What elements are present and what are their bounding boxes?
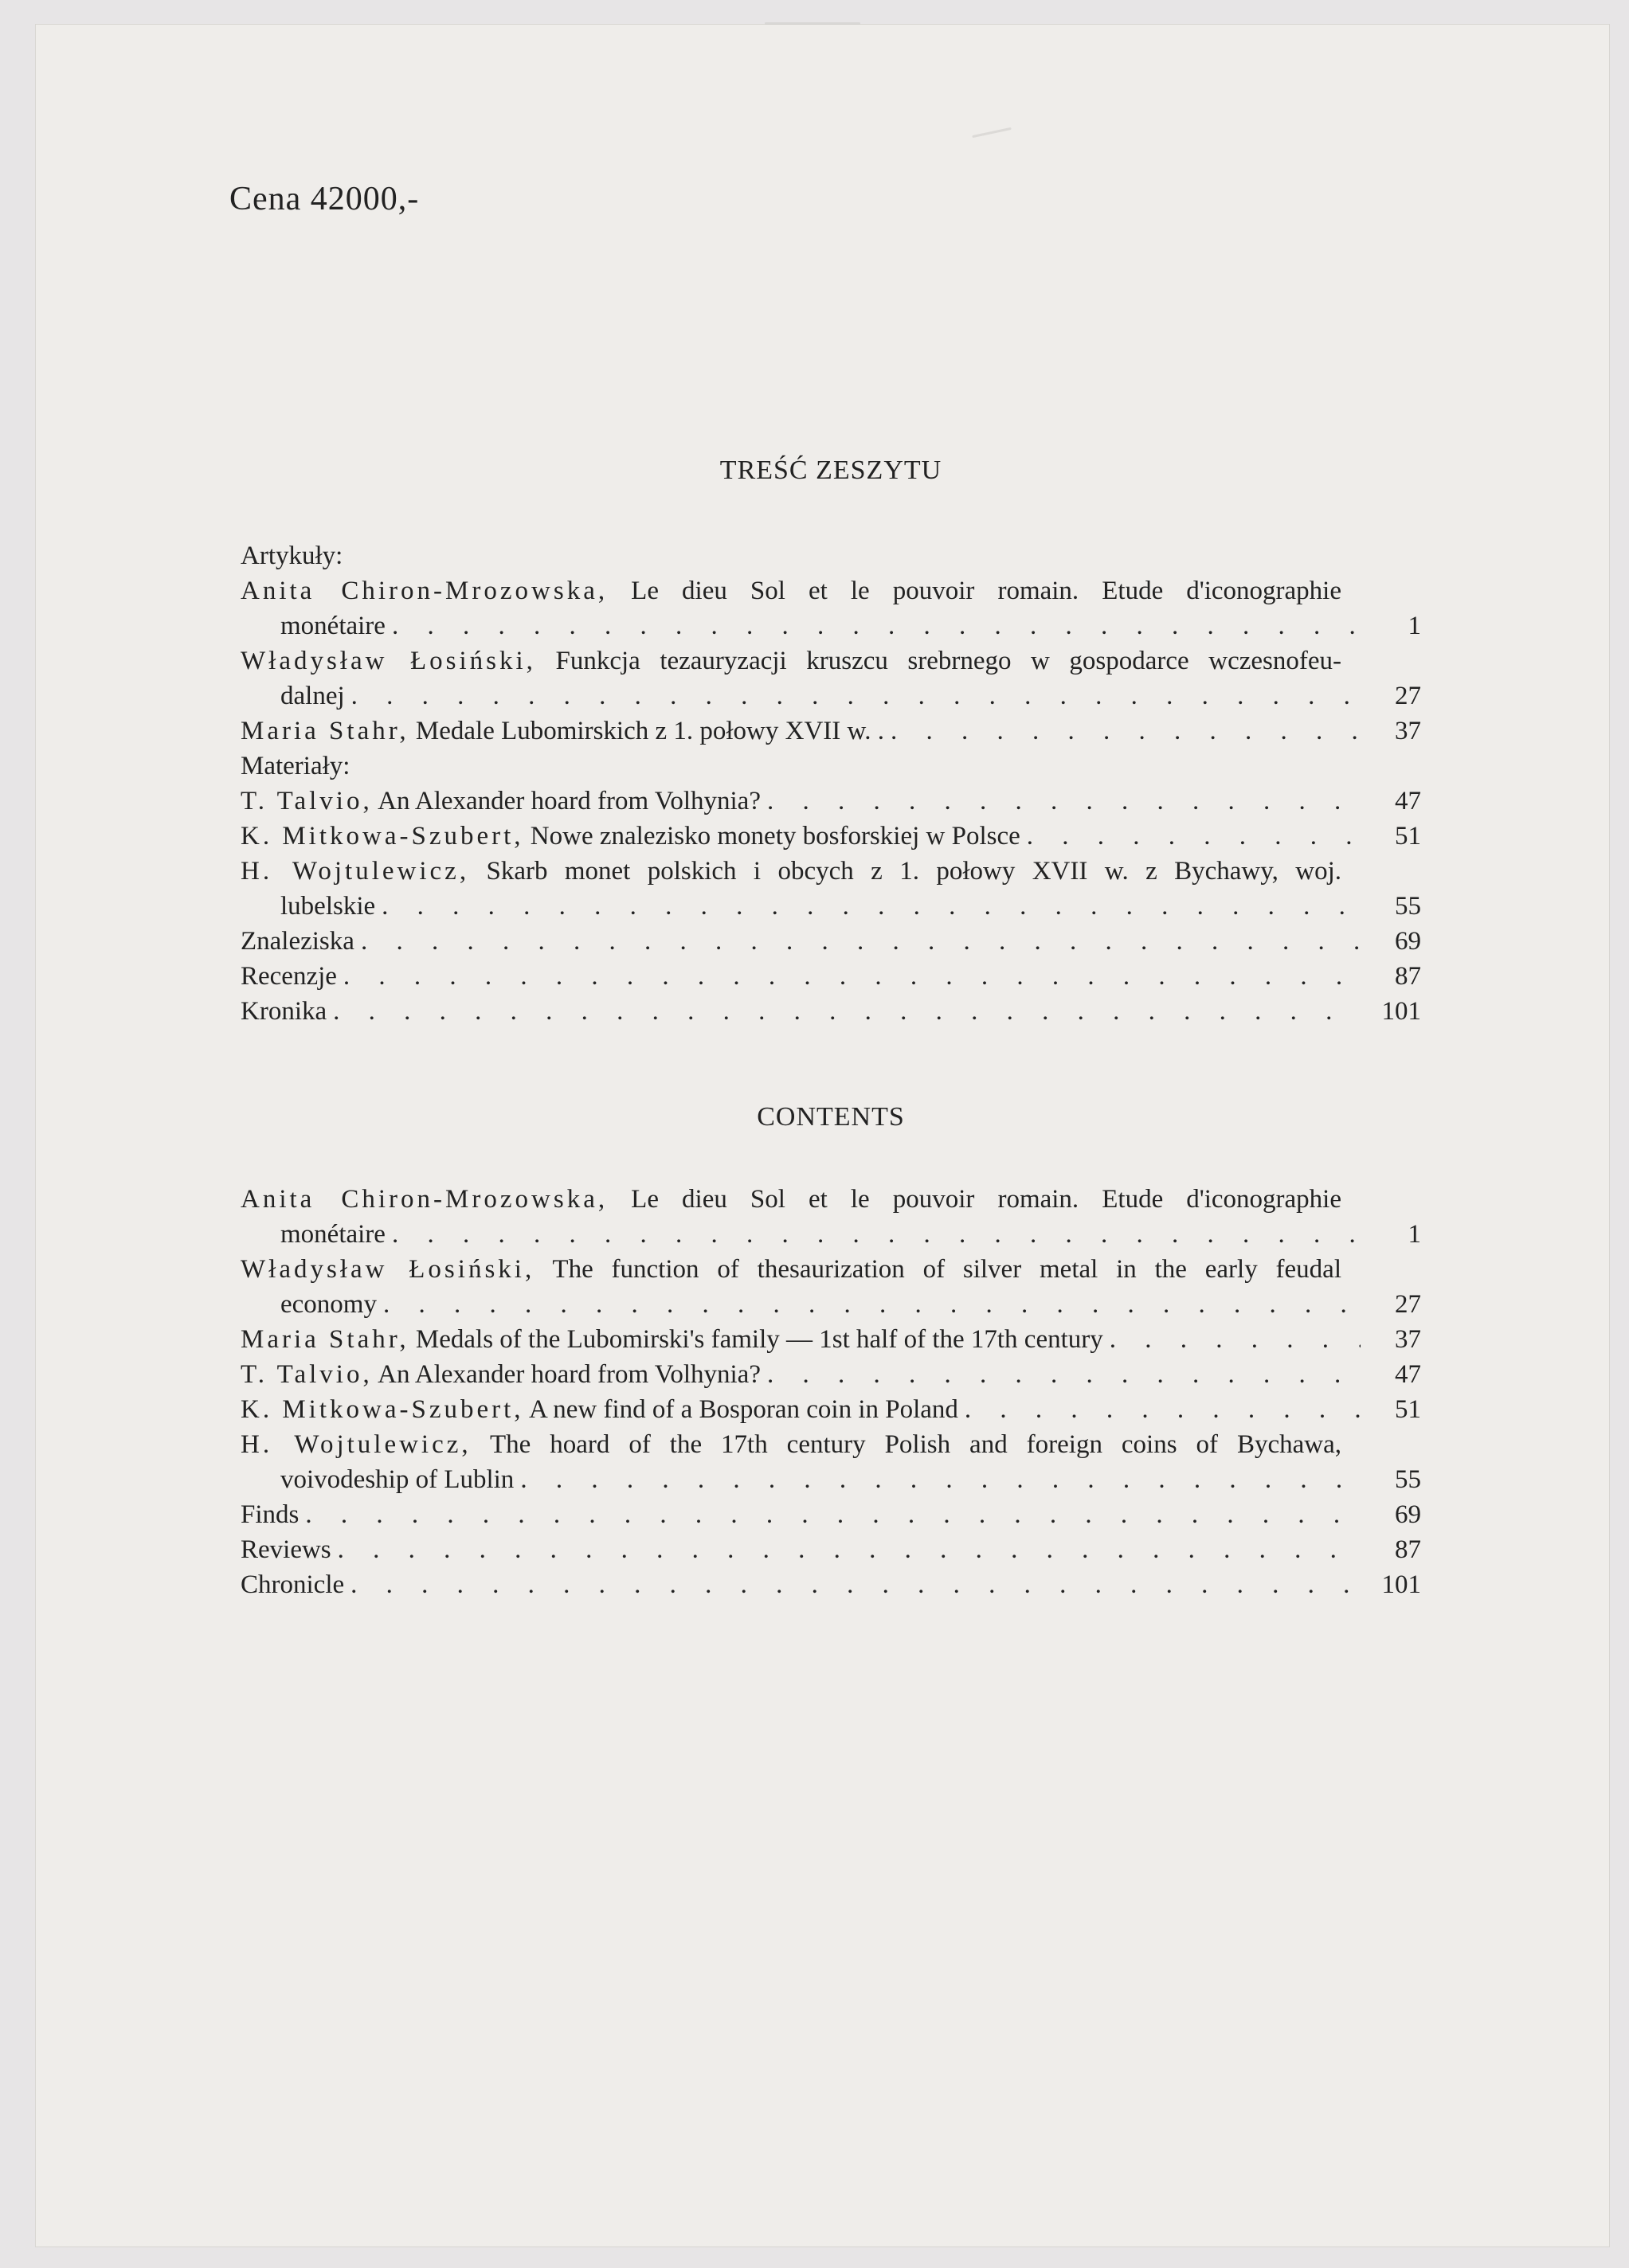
toc-entry-text xyxy=(241,1392,958,1427)
toc-entry-first-line xyxy=(241,1252,1421,1287)
toc-entry-first-line xyxy=(241,854,1421,889)
polish-table-of-contents xyxy=(241,538,1421,1029)
toc-entry-author: Maria Stahr, xyxy=(241,1325,409,1354)
toc-page-number: 27 xyxy=(1395,1290,1421,1319)
toc-entry-body xyxy=(241,819,1365,854)
toc-entry xyxy=(241,1497,1421,1532)
toc-dot-leader xyxy=(520,1462,1361,1497)
toc-entry-author: Anita Chiron-Mrozowska, xyxy=(241,577,609,605)
toc-entry-text xyxy=(241,1567,344,1602)
toc-entry-title: The function of thesaurization of silver metal in the early feudal xyxy=(535,1255,1341,1284)
english-table-of-contents xyxy=(241,1182,1421,1602)
toc-entry xyxy=(241,1322,1421,1357)
toc-entry xyxy=(241,924,1421,959)
toc-page-number: 87 xyxy=(1395,962,1421,991)
toc-entry-author: H. Wojtulewicz, xyxy=(241,857,470,886)
toc-page-number: 47 xyxy=(1395,787,1421,815)
toc-entry-title: The hoard of the 17th century Polish and foreign coins of Bychawa, xyxy=(471,1430,1341,1459)
toc-page-number: 37 xyxy=(1395,717,1421,745)
toc-page-number: 69 xyxy=(1395,1500,1421,1529)
toc-entry xyxy=(241,994,1421,1029)
toc-entry-title: Kronika xyxy=(241,997,327,1026)
toc-entry-title-continued: economy xyxy=(280,1290,377,1319)
toc-section-label: Materiały: xyxy=(241,752,350,780)
toc-entry-body xyxy=(280,1462,1365,1497)
toc-entry-title: Medals of the Lubomirski's family — 1st half of the 17th century xyxy=(409,1325,1103,1354)
toc-entry-title: Reviews xyxy=(241,1535,331,1564)
toc-entry-text xyxy=(241,994,327,1029)
toc-entry-title-continued: lubelskie xyxy=(280,892,376,921)
toc-entry-text xyxy=(241,1497,299,1532)
toc-dot-leader xyxy=(767,784,1361,819)
toc-dot-leader xyxy=(392,608,1361,643)
toc-page-number: 55 xyxy=(1395,892,1421,921)
toc-entry xyxy=(241,819,1421,854)
toc-dot-leader xyxy=(965,1392,1361,1427)
toc-dot-leader xyxy=(361,924,1361,959)
toc-entry xyxy=(241,714,1421,749)
toc-dot-leader xyxy=(392,1217,1361,1252)
toc-entry-body xyxy=(241,994,1365,1029)
cover-sheet xyxy=(35,24,1610,2247)
toc-entry-second-line xyxy=(241,678,1421,714)
toc-entry-title: Chronicle xyxy=(241,1570,345,1599)
toc-entry-title-continued: voivodeship of Lublin xyxy=(280,1465,515,1494)
toc-page-number: 37 xyxy=(1395,1325,1421,1354)
toc-entry-body xyxy=(241,784,1365,819)
toc-entry-first-line xyxy=(241,573,1421,608)
toc-entry-author: Władysław Łosiński, xyxy=(241,1255,535,1284)
toc-entry xyxy=(241,1567,1421,1602)
toc-entry-title: An Alexander hoard from Volhynia? xyxy=(372,1360,761,1389)
toc-entry-title: Finds xyxy=(241,1500,300,1529)
toc-entry-body xyxy=(241,1322,1365,1357)
toc-entry-title: Funkcja tezauryzacji kruszcu srebrnego w gospodarce wczesnofeu- xyxy=(535,647,1341,675)
toc-entry-author: K. Mitkowa-Szubert, xyxy=(241,822,524,850)
toc-page-number: 101 xyxy=(1381,997,1421,1026)
toc-entry-title-continued: monétaire xyxy=(280,1220,386,1249)
toc-entry-body xyxy=(241,1357,1365,1392)
toc-entry-body xyxy=(280,608,1365,643)
toc-entry-text xyxy=(241,643,1341,678)
toc-section-label: Artykuły: xyxy=(241,542,343,570)
toc-entry-text xyxy=(241,573,1341,608)
toc-entry-author: Maria Stahr, xyxy=(241,717,409,745)
toc-page-number: 87 xyxy=(1395,1535,1421,1564)
toc-dot-leader xyxy=(1110,1322,1361,1357)
toc-entry-text xyxy=(241,1252,1341,1287)
toc-entry xyxy=(241,959,1421,994)
toc-entry-text xyxy=(241,1427,1341,1462)
toc-entry-text xyxy=(241,1182,1341,1217)
toc-page-number: 51 xyxy=(1395,1395,1421,1424)
toc-entry-text xyxy=(241,854,1341,889)
toc-page-number: 69 xyxy=(1395,927,1421,956)
toc-entry-title: Skarb monet polskich i obcych z 1. połowy XVII w. z Bychawy, woj. xyxy=(469,857,1341,886)
toc-entry-text xyxy=(241,924,354,959)
toc-entry xyxy=(241,1392,1421,1427)
toc-entry-author: T. Talvio, xyxy=(241,787,373,815)
toc-entry-author: H. Wojtulewicz, xyxy=(241,1430,472,1459)
toc-entry-author: T. Talvio, xyxy=(241,1360,373,1389)
toc-entry-body xyxy=(241,714,1365,749)
toc-page-number: 55 xyxy=(1395,1465,1421,1494)
toc-entry xyxy=(241,784,1421,819)
toc-dot-leader xyxy=(382,889,1361,924)
toc-entry-title: Nowe znalezisko monety bosforskiej w Polsce xyxy=(523,822,1020,850)
toc-dot-leader xyxy=(1027,819,1361,854)
toc-dot-leader xyxy=(383,1287,1361,1322)
toc-entry-first-line xyxy=(241,643,1421,678)
toc-entry-first-line xyxy=(241,1182,1421,1217)
toc-dot-leader xyxy=(343,959,1361,994)
toc-entry-text xyxy=(241,1532,331,1567)
toc-entry-title: Znaleziska xyxy=(241,927,354,956)
toc-dot-leader xyxy=(305,1497,1361,1532)
toc-dot-leader xyxy=(351,678,1361,714)
toc-entry-title: An Alexander hoard from Volhynia? xyxy=(372,787,761,815)
toc-entry-title: Medale Lubomirskich z 1. połowy XVII w. . xyxy=(409,717,884,745)
toc-entry-text xyxy=(241,1322,1103,1357)
toc-entry xyxy=(241,1532,1421,1567)
toc-entry-second-line xyxy=(241,608,1421,643)
english-toc-heading: CONTENTS xyxy=(757,1102,905,1132)
toc-entry-title-continued: dalnej xyxy=(280,682,345,710)
toc-entry-text xyxy=(241,714,884,749)
toc-entry-author: K. Mitkowa-Szubert, xyxy=(241,1395,524,1424)
toc-dot-leader xyxy=(350,1567,1361,1602)
toc-entry-title: Le dieu Sol et le pouvoir romain. Etude d'iconographie xyxy=(608,1185,1341,1214)
toc-page-number: 47 xyxy=(1395,1360,1421,1389)
toc-entry-title-continued: monétaire xyxy=(280,612,386,640)
toc-dot-leader xyxy=(891,714,1361,749)
toc-entry-body xyxy=(241,959,1365,994)
toc-entry-body xyxy=(280,889,1365,924)
toc-entry-first-line xyxy=(241,1427,1421,1462)
toc-entry-author: Anita Chiron-Mrozowska, xyxy=(241,1185,609,1214)
toc-entry-second-line xyxy=(241,889,1421,924)
toc-dot-leader xyxy=(333,994,1361,1029)
toc-entry-author: Władysław Łosiński, xyxy=(241,647,536,675)
toc-dot-leader xyxy=(767,1357,1361,1392)
toc-entry-body xyxy=(241,1497,1365,1532)
toc-page-number: 1 xyxy=(1408,1220,1421,1249)
toc-entry-body xyxy=(241,1567,1365,1602)
toc-entry-body xyxy=(280,1217,1365,1252)
toc-entry-text xyxy=(241,819,1020,854)
toc-entry-text xyxy=(241,959,337,994)
toc-page-number: 51 xyxy=(1395,822,1421,850)
toc-entry-text xyxy=(241,1357,761,1392)
toc-entry-second-line xyxy=(241,1462,1421,1497)
toc-entry xyxy=(241,1357,1421,1392)
toc-entry-title: A new find of a Bosporan coin in Poland xyxy=(523,1395,958,1424)
toc-entry-body xyxy=(280,1287,1365,1322)
toc-page-number: 101 xyxy=(1381,1570,1421,1599)
toc-entry-body xyxy=(280,678,1365,714)
toc-entry-second-line xyxy=(241,1287,1421,1322)
toc-entry-body xyxy=(241,924,1365,959)
toc-entry-body xyxy=(241,1532,1365,1567)
polish-toc-heading: TREŚĆ ZESZYTU xyxy=(719,456,942,485)
price-label: Cena 42000,- xyxy=(229,181,420,217)
toc-entry-body xyxy=(241,1392,1365,1427)
toc-entry-second-line xyxy=(241,1217,1421,1252)
scan-mark xyxy=(765,22,860,25)
toc-dot-leader xyxy=(338,1532,1361,1567)
toc-page-number: 1 xyxy=(1408,612,1421,640)
toc-entry-text xyxy=(241,784,761,819)
toc-entry-title: Recenzje xyxy=(241,962,337,991)
toc-entry-title: Le dieu Sol et le pouvoir romain. Etude d'iconographie xyxy=(608,577,1341,605)
toc-page-number: 27 xyxy=(1395,682,1421,710)
